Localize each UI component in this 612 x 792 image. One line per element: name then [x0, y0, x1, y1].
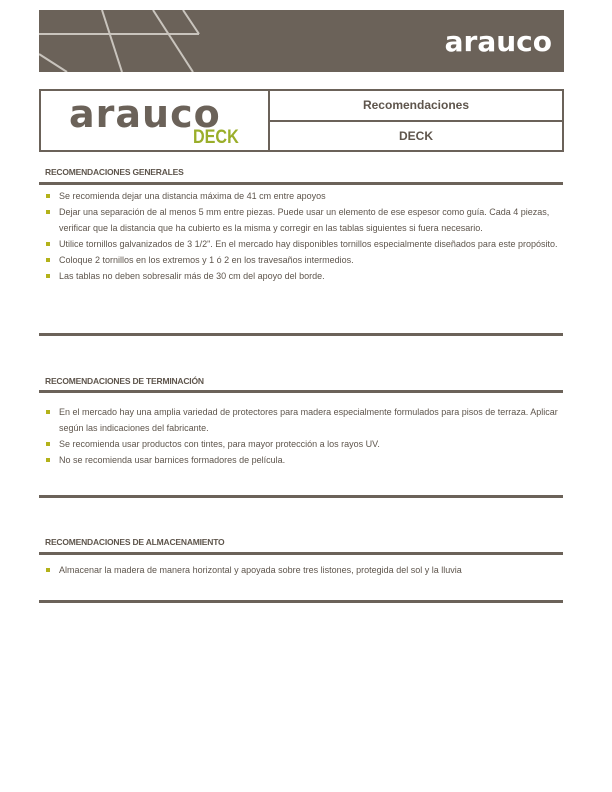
bullet-icon: [46, 410, 50, 414]
bullet-icon: [46, 442, 50, 446]
list-item: Coloque 2 tornillos en los extremos y 1 ó 2 en los travesaños intermedios.: [44, 252, 559, 268]
list-item: Utilice tornillos galvanizados de 3 1/2". En el mercado hay disponibles tornillos especialmente diseñados para este propósito.: [44, 236, 559, 252]
bullet-icon: [46, 458, 50, 462]
list-item: Almacenar la madera de manera horizontal y apoyada sobre tres listones, protegida del sol y la lluvia: [44, 562, 559, 578]
list-item: Las tablas no deben sobresalir más de 30 cm del apoyo del borde.: [44, 268, 559, 284]
list-item: Se recomienda dejar una distancia máxima de 41 cm entre apoyos: [44, 188, 559, 204]
section-divider: [39, 495, 563, 498]
list-terminacion: [44, 404, 559, 468]
document-title-table: [39, 89, 564, 152]
title-cell: [270, 91, 562, 150]
list-almacenamiento: [44, 562, 559, 578]
bullet-icon: [46, 210, 50, 214]
section-divider: [39, 333, 563, 336]
banner-arauco-logo: arauco: [444, 25, 552, 58]
section-divider: [39, 552, 563, 555]
section-divider: [39, 390, 563, 393]
list-item: En el mercado hay una amplia variedad de protectores para madera especialmente formulados para pisos de terraza. Aplicar según las indicaciones del fabricante.: [44, 404, 559, 436]
section-divider: [39, 182, 563, 185]
header-banner: [39, 10, 564, 72]
section-title-generales: RECOMENDACIONES GENERALES: [45, 167, 184, 177]
document-subtitle: DECK: [398, 128, 433, 143]
document-title: Recomendaciones: [270, 91, 562, 122]
section-title-almacenamiento: RECOMENDACIONES DE ALMACENAMIENTO: [45, 537, 225, 547]
section-title-terminacion: RECOMENDACIONES DE TERMINACIÓN: [45, 376, 204, 386]
arauco-deck-logo: [41, 91, 270, 150]
section-divider: [39, 600, 563, 603]
bullet-icon: [46, 274, 50, 278]
decorative-lines-graphic: [39, 10, 239, 72]
list-item: Dejar una separación de al menos 5 mm entre piezas. Puede usar un elemento de ese espesor como guía. Cada 4 piezas, verificar que la distancia que ha cubierto es la misma y corregir en las tablas siguientes si fuera necesario.: [44, 204, 559, 236]
bullet-icon: [46, 568, 50, 572]
logo-arauco-text: arauco: [69, 92, 221, 136]
logo-deck-text: DECK: [193, 127, 239, 148]
list-item: No se recomienda usar barnices formadores de película.: [44, 452, 559, 468]
bullet-icon: [46, 194, 50, 198]
bullet-icon: [46, 258, 50, 262]
list-generales: [44, 188, 559, 284]
bullet-icon: [46, 242, 50, 246]
list-item: Se recomienda usar productos con tintes, para mayor protección a los rayos UV.: [44, 436, 559, 452]
